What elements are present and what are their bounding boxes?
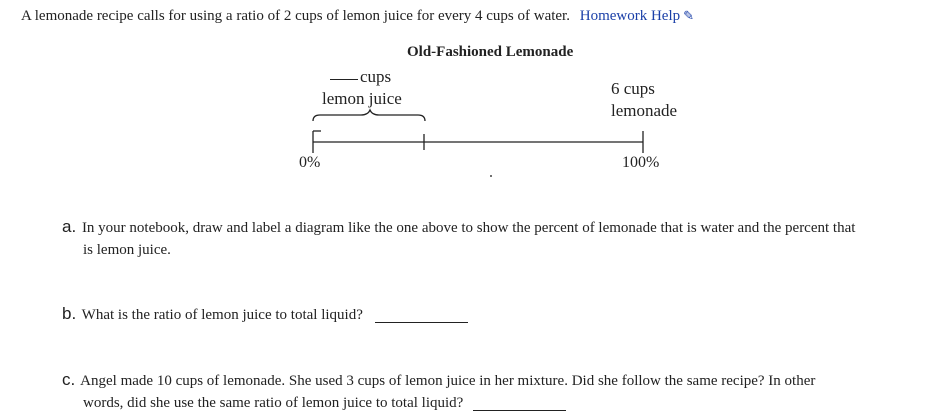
lemon-juice-brace: [313, 110, 425, 121]
diagram-title: Old-Fashioned Lemonade: [407, 44, 574, 60]
question-b-letter: b.: [62, 304, 77, 323]
pencil-icon[interactable]: ✎: [683, 8, 695, 23]
question-c-text-2: words, did she use the same ratio of lemon juice to total liquid?: [83, 395, 464, 411]
problem-text: A lemonade recipe calls for using a ratio of 2 cups of lemon juice for every 4 cups of water.: [21, 8, 570, 24]
question-c: [62, 369, 922, 414]
lemon-juice-cups-label: cups: [330, 66, 391, 88]
question-b: [62, 303, 468, 326]
lemon-juice-label: lemon juice: [322, 89, 402, 108]
question-b-text: What is the ratio of lemon juice to total liquid?: [81, 307, 363, 323]
total-cups-label: 6 cups: [611, 79, 655, 98]
question-a: [62, 216, 922, 261]
question-c-answer-blank[interactable]: [473, 394, 566, 411]
question-b-answer-blank[interactable]: [375, 306, 468, 323]
question-a-text-1: In your notebook, draw and label a diagram like the one above to show the percent of lemonade that is water and the percent that: [81, 220, 856, 236]
end-percent-label: 100%: [622, 154, 660, 171]
stray-dot: [490, 175, 492, 177]
question-c-text-1: Angel made 10 cups of lemonade. She used 3 cups of lemon juice in her mixture. Did she follow the same recipe? In other: [80, 373, 816, 389]
start-percent-label: 0%: [299, 154, 321, 171]
homework-help-link[interactable]: Homework Help: [579, 8, 681, 24]
lemonade-label: lemonade: [611, 101, 678, 120]
question-a-text-2: is lemon juice.: [83, 242, 171, 258]
question-c-letter: c.: [62, 370, 76, 389]
question-a-letter: a.: [62, 217, 77, 236]
